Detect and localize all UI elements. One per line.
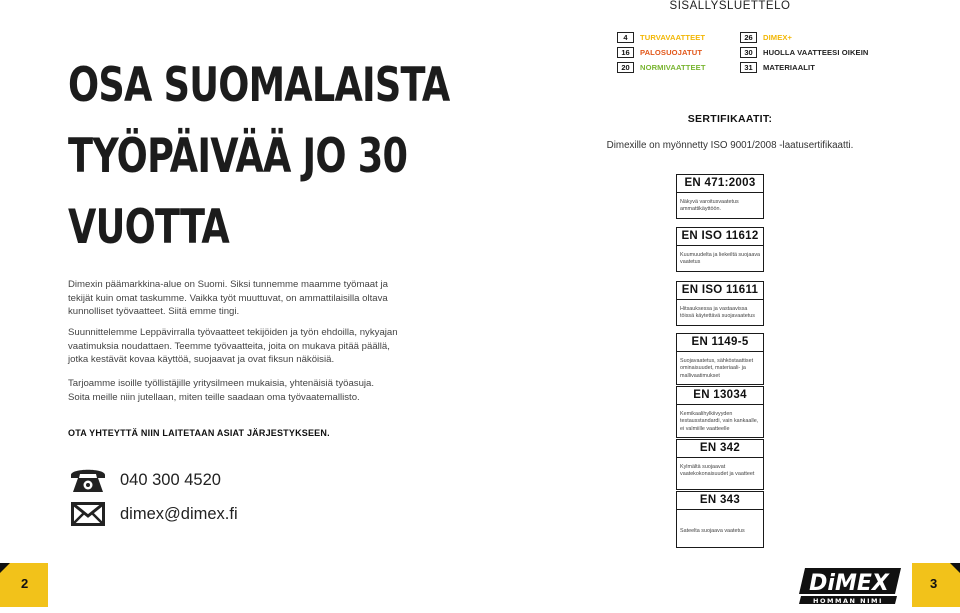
email-contact[interactable] — [68, 498, 238, 530]
toc-label: PALOSUOJATUT — [640, 48, 703, 57]
certificate-description: Kuumuudelta ja liekeiltä suojaava vaatetus — [676, 246, 764, 272]
toc-left-column — [617, 30, 706, 75]
offer-paragraph: Tarjoamme isoille työllistäjille yritysilmeen mukaisia, yhtenäisiä työasuja. Soita meille niin jutellaan, miten teille saadaan oma työvaatemallisto. — [68, 378, 375, 403]
certificate-standard: EN 342 — [676, 439, 764, 458]
certificate-standard: EN 1149-5 — [676, 333, 764, 352]
certificate-card — [676, 386, 764, 438]
certificate-card — [676, 439, 764, 490]
svg-text:HOMMAN NIMI: HOMMAN NIMI — [813, 597, 883, 605]
toc-page-number: 4 — [617, 32, 634, 43]
toc-item[interactable] — [740, 60, 869, 75]
certificate-standard: EN 13034 — [676, 386, 764, 405]
certificate-standard: EN ISO 11611 — [676, 281, 764, 300]
toc-page-number: 16 — [617, 47, 634, 58]
certificate-card — [676, 281, 764, 326]
svg-text:DiMEX: DiMEX — [809, 571, 889, 596]
certificate-description: Kylmältä suojaavat vaatekokonaisuudet ja vaatteet — [676, 458, 764, 490]
certificates-subtitle: Dimexille on myönnetty ISO 9001/2008 -laatusertifikaatti. — [606, 140, 854, 151]
toc-label: MATERIAALIT — [763, 63, 815, 72]
page-headline — [68, 50, 450, 263]
toc-page-number: 31 — [740, 62, 757, 73]
certificate-standard: EN 343 — [676, 491, 764, 510]
toc-title: SISÄLLYSLUETTELO — [669, 0, 791, 12]
toc-page-number: 30 — [740, 47, 757, 58]
phone-number[interactable]: 040 300 4520 — [120, 470, 221, 489]
certificate-standard: EN ISO 11612 — [676, 227, 764, 246]
design-paragraph: Suunnittelemme Leppävirralla työvaatteet tekijöiden ja työn ehdoilla, nykyajan vaatimuksia noudattaen. Teemme työvaatteita, joita on mukava pitää päällä, jotka kestävät kovaa käyttöä, suojaavat ja ovat fiksun näköisiä. — [68, 327, 398, 365]
certificate-card — [676, 333, 764, 385]
email-address[interactable]: dimex@dimex.fi — [120, 504, 238, 523]
certificate-description: Suojavaatetus, sähköstaattiset ominaisuudet, materiaali- ja mallivaatimukset — [676, 352, 764, 385]
toc-item[interactable] — [740, 30, 869, 45]
dimex-logo — [797, 566, 901, 606]
headline-line-2: TYÖPÄIVÄÄ JO 30 — [68, 129, 408, 184]
certificates-title: SERTIFIKAATIT: — [687, 113, 773, 125]
headline-line-3: VUOTTA — [68, 200, 230, 255]
toc-page-number: 26 — [740, 32, 757, 43]
page-number-right: 3 — [930, 576, 938, 591]
toc-right-column — [740, 30, 869, 75]
certificate-card — [676, 491, 764, 548]
intro-paragraph: Dimexin päämarkkina-alue on Suomi. Siksi tunnemme maamme työmaat ja tekijät kuin omat taskumme. Vaikka työt muuttuvat, on ammattilaisilla oltava kunnolliset työvaatteet. Siitä emme tingi. — [68, 279, 388, 317]
envelope-icon — [68, 498, 108, 530]
certificate-description: Näkyvä varoitusvaatetus ammattikäyttöön. — [676, 193, 764, 219]
telephone-icon — [68, 464, 108, 496]
headline-line-1: OSA SUOMALAISTA — [68, 58, 450, 113]
toc-label: HUOLLA VAATTEESI OIKEIN — [763, 48, 869, 57]
toc-page-number: 20 — [617, 62, 634, 73]
toc-item[interactable] — [740, 45, 869, 60]
phone-contact[interactable] — [68, 464, 221, 496]
toc-label: TURVAVAATTEET — [640, 33, 706, 42]
page-number-left: 2 — [21, 576, 29, 591]
certificate-card — [676, 227, 764, 272]
toc-label: DIMEX+ — [763, 33, 793, 42]
toc-item[interactable] — [617, 60, 706, 75]
call-to-action: OTA YHTEYTTÄ NIIN LAITETAAN ASIAT JÄRJESTYKSEEN. — [68, 428, 330, 438]
certificate-card — [676, 174, 764, 219]
toc-label: NORMIVAATTEET — [640, 63, 706, 72]
toc-item[interactable] — [617, 30, 706, 45]
certificate-standard: EN 471:2003 — [676, 174, 764, 193]
toc-item[interactable] — [617, 45, 706, 60]
certificate-description: Kemikaalihylkiivyyden testausstandardi, vain kankaalle, ei valmiille vaatteelle — [676, 405, 764, 438]
certificate-description: Sateelta suojaava vaatetus — [676, 510, 764, 548]
certificate-description: Hitsauksessa ja vastaavissa töissä käytettävä suojavaatetus — [676, 300, 764, 326]
